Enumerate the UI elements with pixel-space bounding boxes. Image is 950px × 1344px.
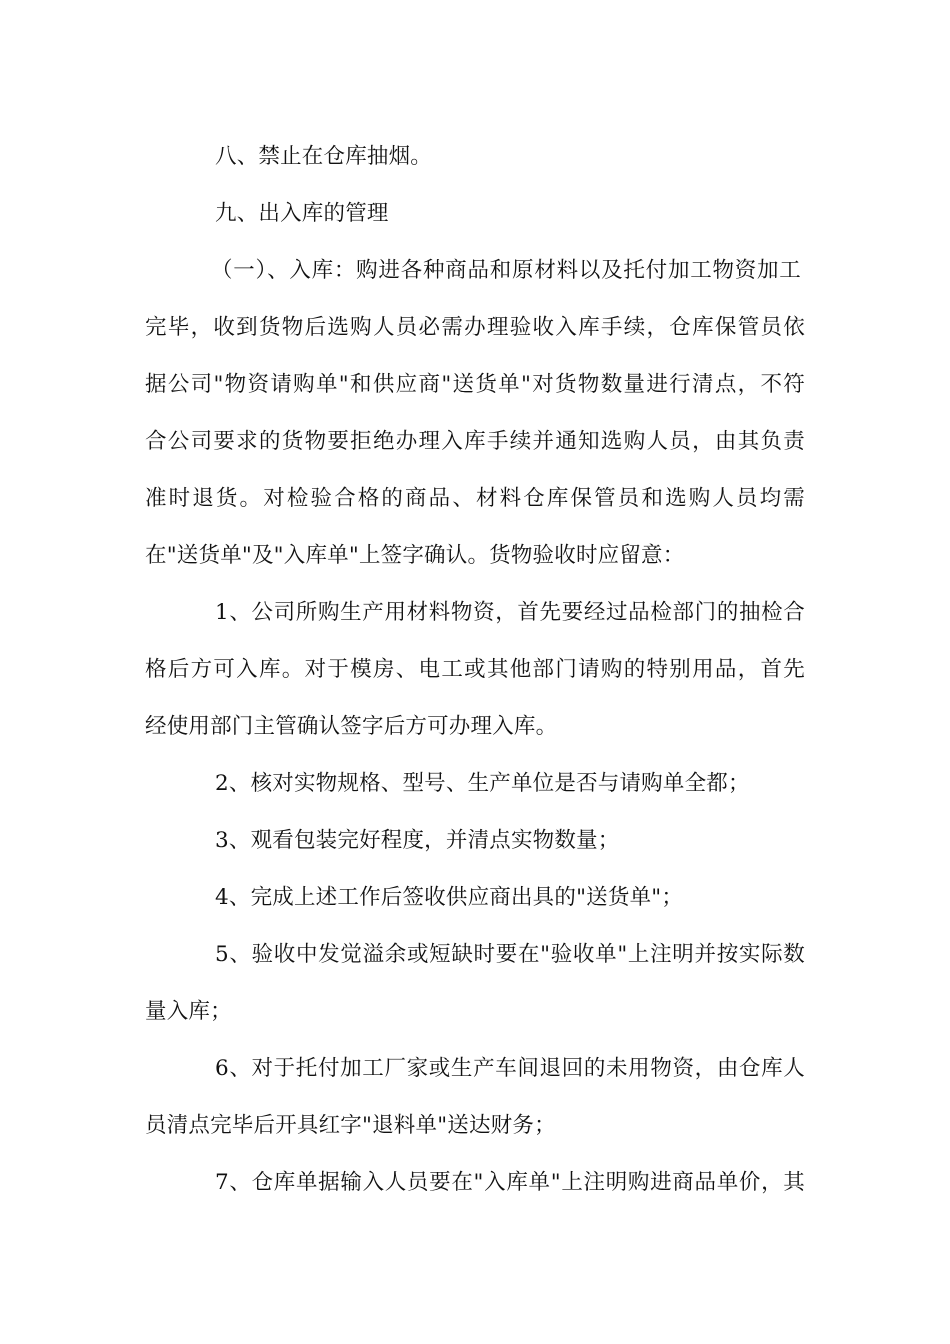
list-item-1: 1、公司所购生产用材料物资，首先要经过品检部门的抽检合 bbox=[215, 600, 805, 625]
paragraph-line: 格后方可入库。对于模房、电工或其他部门请购的特别用品，首先 bbox=[145, 657, 805, 682]
paragraph-line: 据公司"物资请购单"和供应商"送货单"对货物数量进行清点，不符 bbox=[145, 372, 805, 397]
paragraph-line: 完毕，收到货物后选购人员必需办理验收入库手续，仓库保管员依 bbox=[145, 315, 805, 340]
paragraph-line: 合公司要求的货物要拒绝办理入库手续并通知选购人员，由其负责 bbox=[145, 429, 805, 454]
list-item-6: 6、对于托付加工厂家或生产车间退回的未用物资，由仓库人 bbox=[215, 1056, 805, 1081]
section-heading-8: 八、禁止在仓库抽烟。 bbox=[215, 144, 433, 169]
list-item-3: 3、观看包装完好程度，并清点实物数量； bbox=[215, 828, 620, 853]
paragraph-line: 准时退货。对检验合格的商品、材料仓库保管员和选购人员均需 bbox=[145, 486, 805, 511]
paragraph-line: 量入库； bbox=[145, 999, 232, 1024]
list-item-7: 7、仓库单据输入人员要在"入库单"上注明购进商品单价，其 bbox=[215, 1170, 805, 1195]
paragraph-line: 在"送货单"及"入库单"上签字确认。货物验收时应留意： bbox=[145, 543, 685, 568]
list-item-5: 5、验收中发觉溢余或短缺时要在"验收单"上注明并按实际数 bbox=[215, 942, 805, 967]
paragraph-line: 经使用部门主管确认签字后方可办理入库。 bbox=[145, 714, 558, 739]
list-item-4: 4、完成上述工作后签收供应商出具的"送货单"； bbox=[215, 885, 684, 910]
paragraph-line: 员清点完毕后开具红字"退料单"送达财务； bbox=[145, 1113, 556, 1138]
section-heading-9: 九、出入库的管理 bbox=[215, 201, 389, 226]
list-item-2: 2、核对实物规格、型号、生产单位是否与请购单全都； bbox=[215, 771, 750, 796]
paragraph-line: （一）、入库：购进各种商品和原材料以及托付加工物资加工 bbox=[211, 258, 801, 283]
